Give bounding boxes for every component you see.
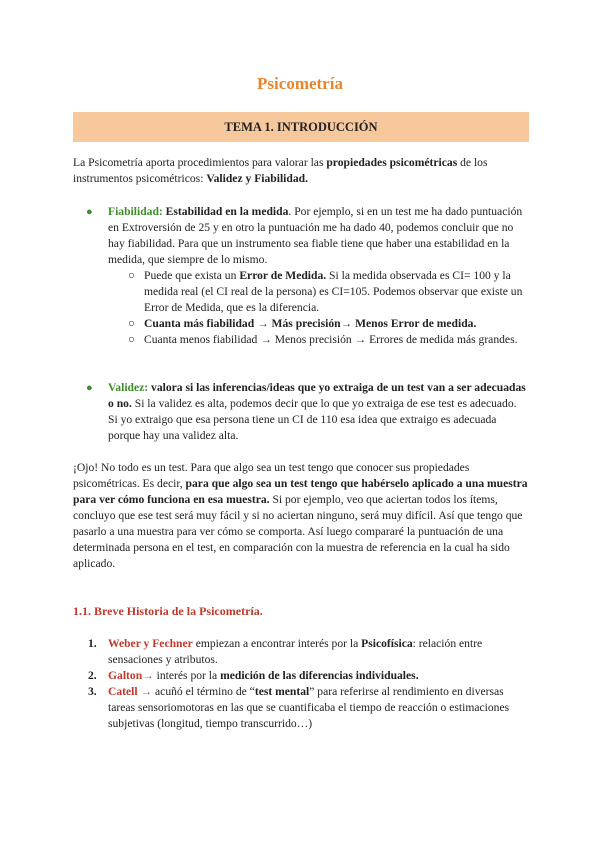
sub3-text: Cuanta menos fiabilidad → Menos precisión → Errores de medida más grandes. xyxy=(144,333,518,346)
validez-bold: valora si las inferencias/ideas que yo extraiga de un test van a ser adecuadas o no. xyxy=(108,381,526,410)
bullet-icon: ● xyxy=(86,206,93,218)
document-title: Psicometría xyxy=(257,74,343,93)
fiabilidad-block xyxy=(73,204,529,348)
history-number: 3. xyxy=(88,685,97,698)
intro-bold-2: Validez y Fiabilidad. xyxy=(206,172,308,185)
ojo-bold: para que algo sea un test tengo que habérselo aplicado a una muestra para ver cómo funciona en esa muestra. xyxy=(73,477,528,506)
history-bold: test mental xyxy=(254,685,310,698)
history-item xyxy=(73,684,529,732)
fiabilidad-sub-item xyxy=(108,268,529,316)
fiabilidad-sub-item xyxy=(108,316,529,332)
ojo-text-2: Si por ejemplo, veo que aciertan todos los ítems, concluyo que ese test será muy fácil y si no aciertan ninguno, será muy difícil. Así que tengo que pasarlo a una muestra para ver cómo se comporta. Así luego compararé la puntuación de una determinada persona en el test, en comparación con la muestra de referencia en la cual ha sido aplicado. xyxy=(73,493,523,570)
history-text-2: : relación entre sensaciones y atributos. xyxy=(108,637,483,666)
sub2-text: Cuanta más fiabilidad → Más precisión→ Menos Error de medida. xyxy=(144,317,477,330)
circle-bullet-icon: ○ xyxy=(128,269,136,282)
history-text-1: acuñó el término de “ xyxy=(152,685,255,698)
intro-text-2: de los instrumentos psicométricos: xyxy=(73,156,488,185)
section-heading: 1.1. Breve Historia de la Psicometría. xyxy=(73,604,263,618)
fiabilidad-bold: Estabilidad en la medida xyxy=(162,205,289,218)
fiabilidad-label: Fiabilidad: xyxy=(108,205,163,218)
sub1-bold: Error de Medida. xyxy=(239,269,327,282)
circle-bullet-icon: ○ xyxy=(128,333,136,346)
history-item xyxy=(73,636,529,668)
validez-text: Si la validez es alta, podemos decir que lo que yo extraiga de ese test es adecuado. Si yo extraigo que esa persona tiene un CI de 110 esa idea que extraigo es adecuada porque hay una validez alta. xyxy=(108,397,517,442)
circle-bullet-icon: ○ xyxy=(128,317,136,330)
sub1-text-2: Si la medida observada es CI= 100 y la medida real (el CI real de la persona) es CI=105. Podemos observar que existe un Error de Medida, que es la diferencia. xyxy=(144,269,523,314)
history-name: Galton→ xyxy=(108,669,154,682)
validez-label: Validez: xyxy=(108,381,149,394)
history-bold: Psicofísica xyxy=(361,637,413,650)
intro-text-1: La Psicometría aporta procedimientos para valorar las xyxy=(73,156,327,169)
history-name: Weber y Fechner xyxy=(108,637,193,650)
history-item xyxy=(73,668,529,684)
ojo-paragraph xyxy=(73,460,529,572)
history-number: 1. xyxy=(88,637,97,650)
history-text-1: interés por la xyxy=(153,669,221,682)
history-list xyxy=(73,636,529,732)
chapter-banner: TEMA 1. INTRODUCCIÓN xyxy=(73,112,529,142)
validez-block xyxy=(73,380,529,444)
fiabilidad-sub-item xyxy=(108,332,529,348)
bullet-icon: ● xyxy=(86,382,93,394)
ojo-text-1: ¡Ojo! No todo es un test. Para que algo sea un test tengo que conocer sus propiedades psicométricas. Es decir, xyxy=(73,461,470,490)
history-number: 2. xyxy=(88,669,97,682)
history-name: Catell → xyxy=(108,685,153,698)
fiabilidad-item xyxy=(73,204,529,348)
sub1-text-1: Puede que exista un xyxy=(144,269,240,282)
intro-bold-1: propiedades psicométricas xyxy=(326,156,458,169)
fiabilidad-text: . Por ejemplo, si en un test me ha dado puntuación en Extroversión de 25 y en otro la puntuación me ha dado 40, podemos concluir que no hay fiabilidad. Para que un instrumento sea fiable tiene que haber una estabilidad en la medida, que siempre de lo mismo. xyxy=(108,205,523,266)
validez-item xyxy=(73,380,529,444)
history-bold: medición de las diferencias individuales. xyxy=(220,669,419,682)
history-text-2: ” para referirse al rendimiento en diversas tareas sensoriomotoras en las que se cuantificaba el tiempo de reacción o estimaciones subjetivas (longitud, tiempo transcurrido…) xyxy=(108,685,510,730)
intro-paragraph xyxy=(73,155,529,187)
history-text-1: empiezan a encontrar interés por la xyxy=(192,637,362,650)
